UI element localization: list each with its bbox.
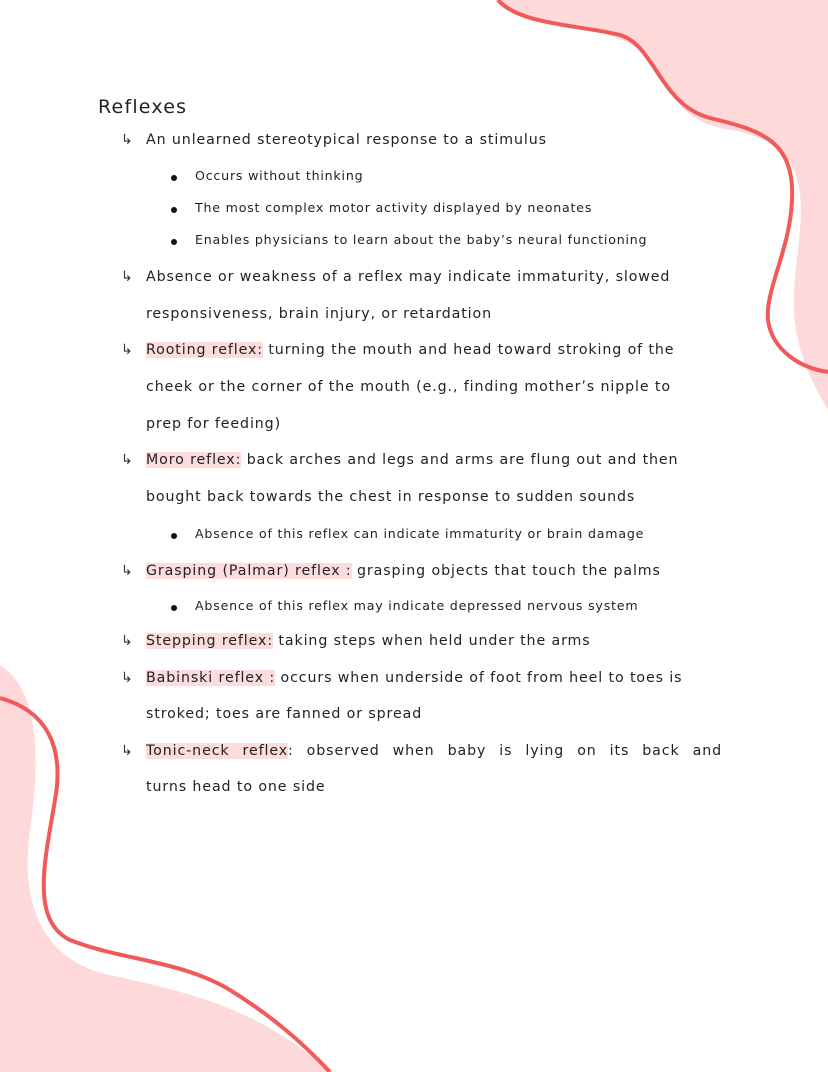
- bullet-icon: [171, 207, 177, 213]
- list-item-continuation: cheek or the corner of the mouth (e.g., finding mother’s nipple to: [146, 379, 671, 395]
- arrow-return-icon: ↳: [121, 132, 133, 148]
- term-highlight: Grasping (Palmar) reflex :: [146, 563, 352, 579]
- list-item-continuation: prep for feeding): [146, 416, 282, 432]
- arrow-return-icon: ↳: [121, 269, 133, 285]
- list-item: Absence or weakness of a reflex may indicate immaturity, slowed: [146, 269, 671, 285]
- arrow-return-icon: ↳: [121, 670, 133, 686]
- sub-list-item: Absence of this reflex may indicate depressed nervous system: [195, 598, 639, 613]
- sub-list-item: Occurs without thinking: [195, 168, 364, 183]
- definition: : observed when baby is lying on its back and: [288, 743, 722, 759]
- list-item: [146, 563, 661, 579]
- definition: occurs when underside of foot from heel to toes is: [275, 670, 683, 686]
- sub-list-item: The most complex motor activity displayed by neonates: [195, 200, 593, 215]
- definition: turning the mouth and head toward stroking of the: [262, 342, 675, 358]
- term-highlight: Stepping reflex:: [146, 633, 273, 649]
- list-item-continuation: stroked; toes are fanned or spread: [146, 706, 423, 722]
- bullet-icon: [171, 239, 177, 245]
- sub-list-item: Absence of this reflex can indicate immaturity or brain damage: [195, 526, 645, 541]
- list-item-continuation: bought back towards the chest in response to sudden sounds: [146, 489, 636, 505]
- bottom-left-blob: [0, 665, 330, 1072]
- definition: back arches and legs and arms are flung out and then: [241, 452, 679, 468]
- definition: taking steps when held under the arms: [273, 633, 591, 649]
- list-item: [146, 452, 678, 468]
- list-item: An unlearned stereotypical response to a stimulus: [146, 132, 547, 148]
- list-item-continuation: responsiveness, brain injury, or retardation: [146, 306, 492, 322]
- arrow-return-icon: ↳: [121, 633, 133, 649]
- arrow-return-icon: ↳: [121, 563, 133, 579]
- list-item: [146, 743, 722, 759]
- term-highlight: Babinski reflex :: [146, 670, 276, 686]
- term-highlight: Tonic-neck reflex: [146, 743, 288, 759]
- definition: grasping objects that touch the palms: [351, 563, 661, 579]
- bullet-icon: [171, 533, 177, 539]
- arrow-return-icon: ↳: [121, 452, 133, 468]
- bullet-icon: [171, 605, 177, 611]
- arrow-return-icon: ↳: [121, 342, 133, 358]
- list-item: [146, 633, 591, 649]
- term-highlight: Moro reflex:: [146, 452, 242, 468]
- page-title: Reflexes: [98, 96, 188, 118]
- list-item: [146, 342, 674, 358]
- list-item-continuation: turns head to one side: [146, 779, 326, 795]
- list-item: [146, 670, 682, 686]
- sub-list-item: Enables physicians to learn about the baby’s neural functioning: [195, 232, 648, 247]
- arrow-return-icon: ↳: [121, 743, 133, 759]
- term-highlight: Rooting reflex:: [146, 342, 263, 358]
- bullet-icon: [171, 175, 177, 181]
